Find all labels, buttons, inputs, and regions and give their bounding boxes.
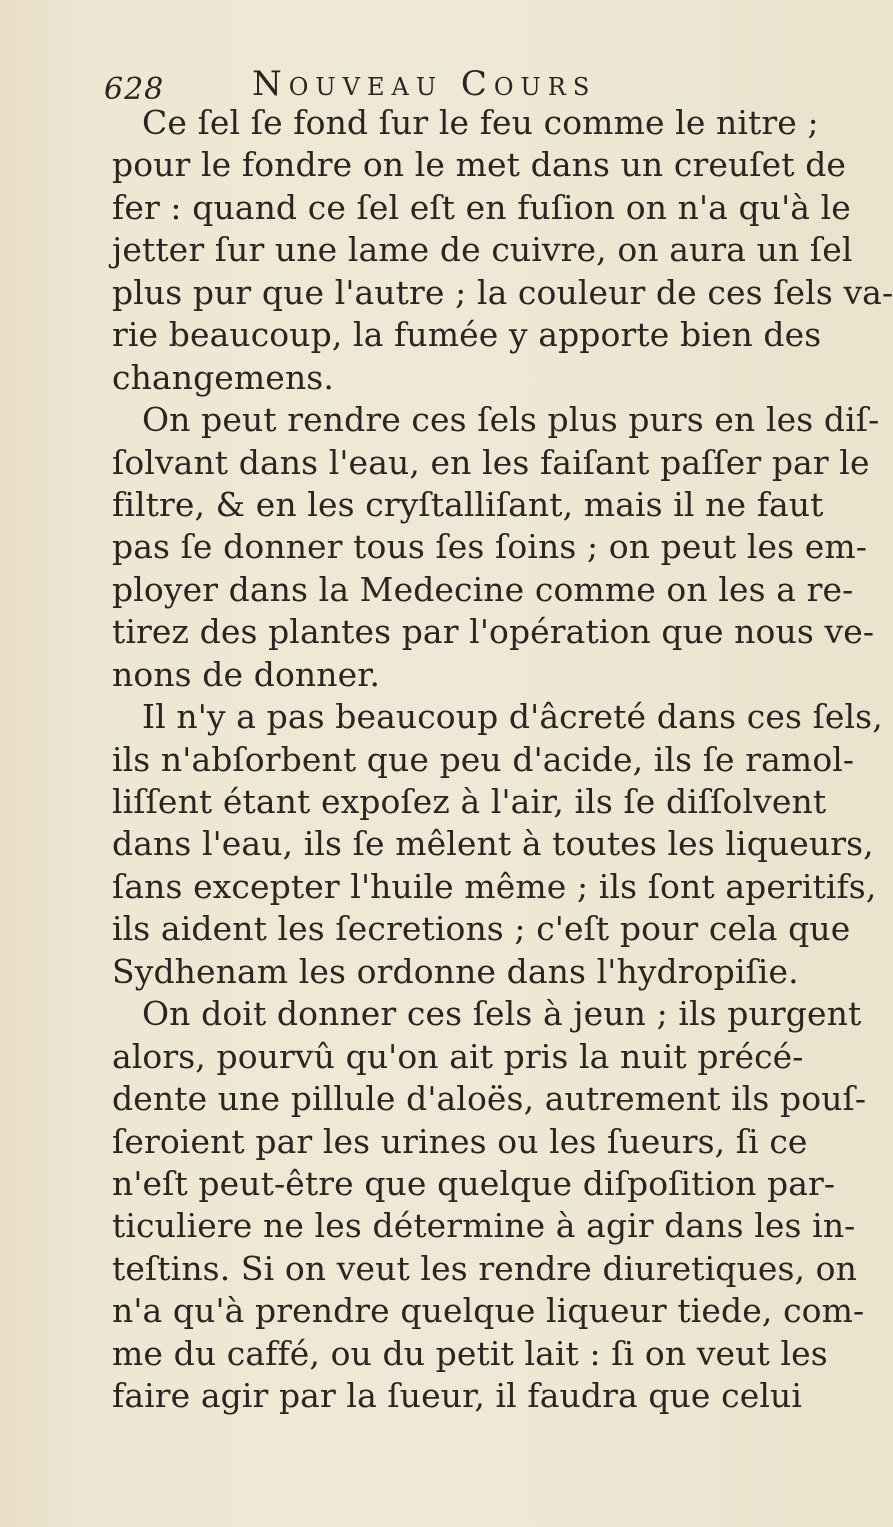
text-line: On peut rendre ces ſels plus purs en les diſ- (142, 400, 880, 440)
text-line: teſtins. Si on veut les rendre diuretiques, on (112, 1248, 858, 1288)
text-line: plus pur que l'autre ; la couleur de ces ſels va- (112, 272, 893, 312)
text-line: ſeroient par les urines ou les ſueurs, ſi ce (112, 1121, 808, 1161)
text-line: jetter ſur une lame de cuivre, on aura un ſel (112, 230, 853, 270)
text-line: ticuliere ne les détermine à agir dans les in- (112, 1206, 856, 1246)
body-text (112, 102, 893, 1418)
text-line: dente une pillule d'aloës, autrement ils pouſ- (112, 1079, 867, 1119)
text-line: pas ſe donner tous ſes ſoins ; on peut les em- (112, 527, 867, 567)
text-line: Sydhenam les ordonne dans l'hydropiſie. (112, 951, 799, 991)
text-line: nons de donner. (112, 654, 381, 694)
text-line: n'a qu'à prendre quelque liqueur tiede, com- (112, 1291, 865, 1331)
text-line: ils aident les ſecretions ; c'eſt pour cela que (112, 909, 851, 949)
page-number: 628 (104, 72, 165, 107)
text-line: On doit donner ces ſels à jeun ; ils purgent (142, 994, 862, 1034)
text-line: pour le fondre on le met dans un creuſet de (112, 145, 847, 185)
text-line: ſolvant dans l'eau, en les faiſant paſſer par le (112, 442, 870, 482)
text-line: changemens. (112, 357, 334, 397)
text-line: ils n'abſorbent que peu d'acide, ils ſe ramol- (112, 739, 855, 779)
text-line: alors, pourvû qu'on ait pris la nuit précé- (112, 1036, 804, 1076)
text-line: n'eſt peut-être que quelque diſpoſition par- (112, 1163, 836, 1203)
text-line: ployer dans la Medecine comme on les a re- (112, 569, 854, 609)
text-line: liſſent étant expoſez à l'air, ils ſe diſſolvent (112, 782, 827, 821)
text-line: Il n'y a pas beaucoup d'âcreté dans ces ſels, (142, 697, 883, 737)
text-line: me du caffé, ou du petit lait : ſi on veut les (112, 1333, 828, 1373)
text-line: fer : quand ce ſel eſt en fuſion on n'a qu'à le (112, 187, 851, 227)
text-line: tirez des plantes par l'opération que nous ve- (112, 612, 875, 652)
text-line: filtre, & en les cryſtalliſant, mais il ne faut (112, 484, 824, 524)
text-line: rie beaucoup, la fumée y apporte bien des (112, 315, 822, 355)
text-line: faire agir par la ſueur, il faudra que celui (112, 1376, 802, 1416)
text-line: dans l'eau, ils ſe mêlent à toutes les liqueurs, (112, 824, 874, 864)
running-title: Nouveau Cours (252, 64, 597, 104)
text-line: ſans excepter l'huile même ; ils ſont aperitifs, (112, 866, 877, 906)
text-line: Ce ſel ſe fond ſur le feu comme le nitre ; (142, 103, 819, 142)
